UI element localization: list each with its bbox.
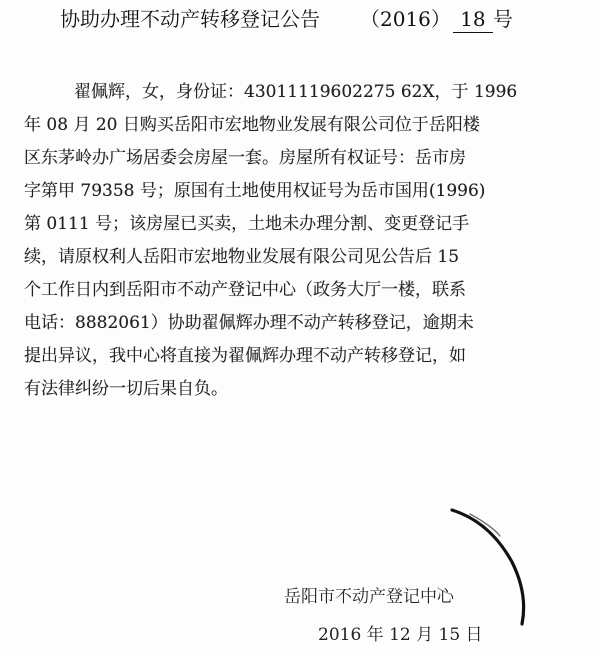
body-line-5: 第 0111 号；该房屋已买卖，土地未办理分割、变更登记手: [24, 214, 470, 234]
body-line-4: 字第甲 79358 号；原国有土地使用权证号为岳市国用(1996): [24, 181, 486, 201]
body-line-1: 翟佩辉，女，身份证：43011119602275 62X，于 1996: [74, 82, 518, 102]
notice-title: [60, 2, 570, 36]
issue-date: 2016 年 12 月 15 日: [318, 625, 483, 645]
notice-body: [24, 76, 580, 406]
title-number: 18: [453, 6, 493, 33]
body-line-3: 区东茅岭办广场居委会房屋一套。房屋所有权证号：岳市房: [24, 148, 466, 168]
issuer-signature: 岳阳市不动产登记中心: [284, 587, 454, 607]
title-suffix: 号: [492, 7, 513, 31]
body-line-10: 有法律纠纷一切后果自负。: [24, 379, 228, 399]
body-line-8: 电话：8882061）协助翟佩辉办理不动产转移登记，逾期未: [24, 313, 474, 333]
title-text: 协助办理不动产转移登记公告: [60, 7, 320, 31]
title-year: （2016）: [360, 7, 451, 31]
seal-stamp-mark: [430, 502, 550, 632]
body-line-2: 年 08 月 20 日购买岳阳市宏地物业发展有限公司位于岳阳楼: [24, 115, 480, 135]
body-line-7: 个工作日内到岳阳市不动产登记中心（政务大厅一楼，联系: [24, 280, 466, 300]
body-line-9: 提出异议，我中心将直接为翟佩辉办理不动产转移登记，如: [24, 346, 466, 366]
body-line-6: 续，请原权利人岳阳市宏地物业发展有限公司见公告后 15: [24, 247, 460, 267]
